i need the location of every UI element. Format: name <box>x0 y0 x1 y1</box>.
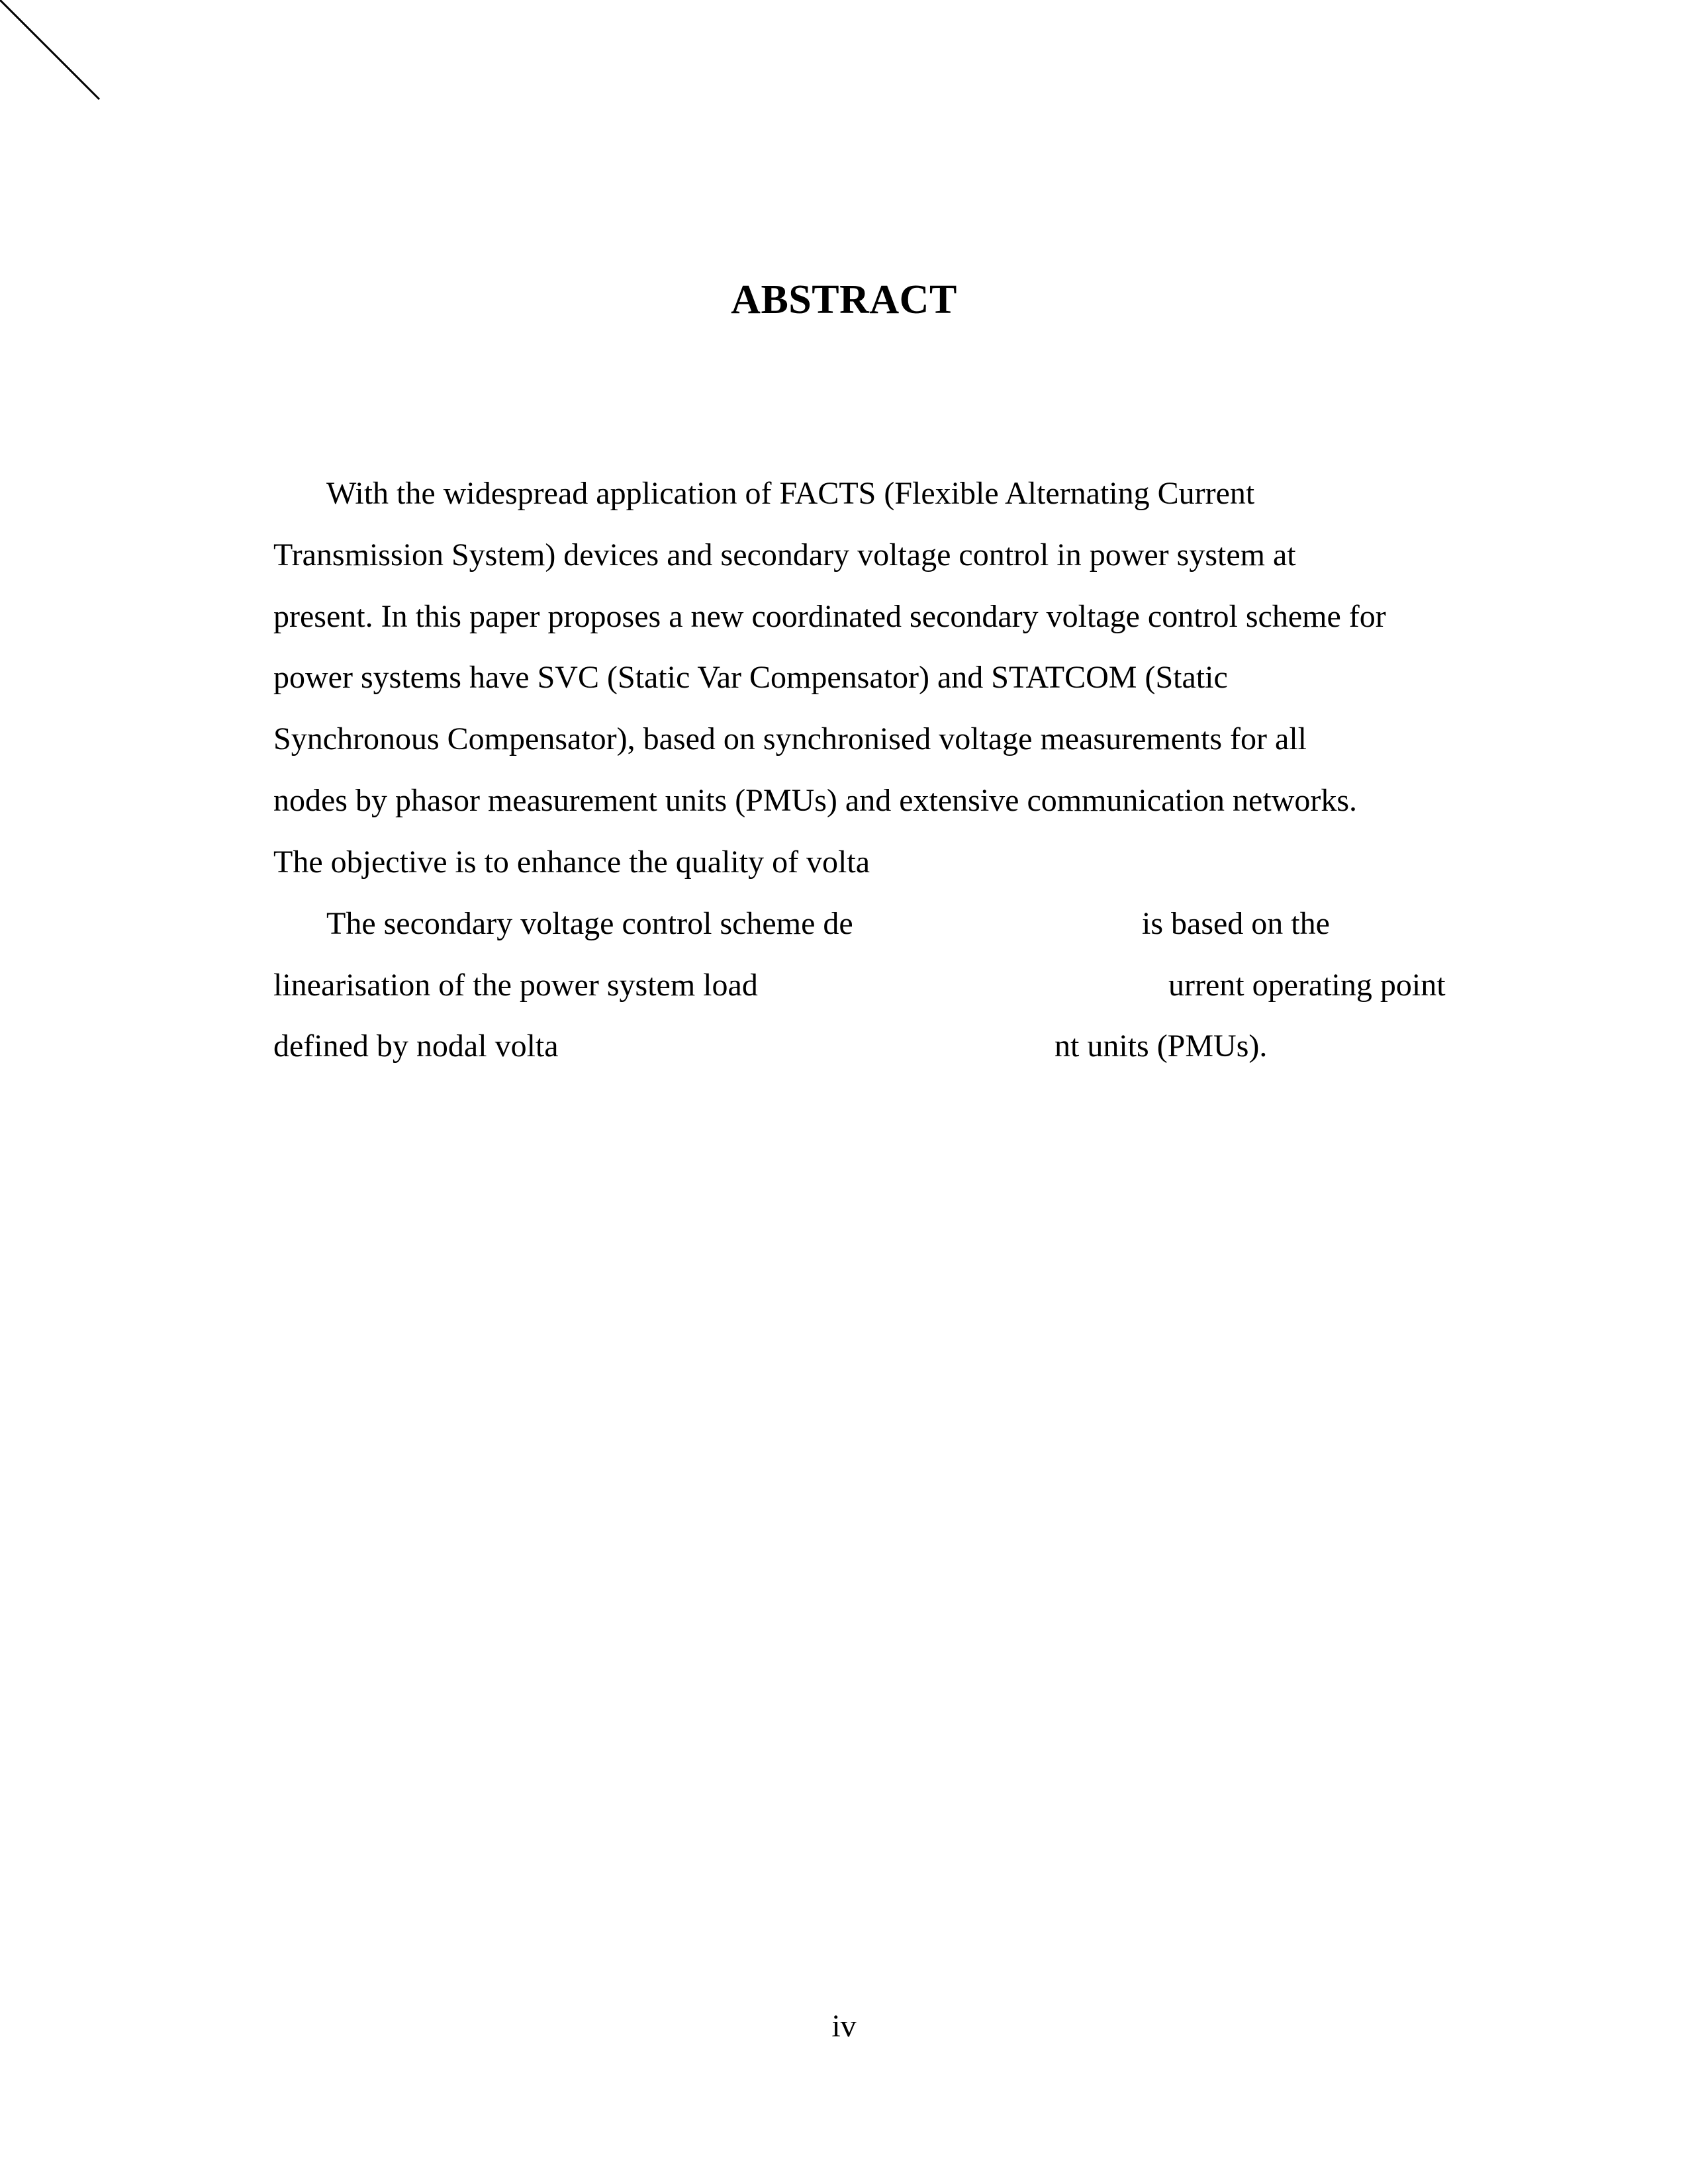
body-line-10b: nt units (PMUs). <box>1055 1028 1268 1064</box>
body-line-7: The objective is to enhance the quality of volta <box>273 844 870 880</box>
body-line-1: With the widespread application of FACTS (Flexible Alternating Current <box>326 476 1255 511</box>
body-line-8b: is based on the <box>1142 906 1330 941</box>
body-line-4: power systems have SVC (Static Var Compensator) and STATCOM (Static <box>273 660 1228 695</box>
body-line-2: Transmission System) devices and secondary voltage control in power system at <box>273 537 1296 572</box>
abstract-title: ABSTRACT <box>731 277 957 322</box>
page-number: iv <box>831 2009 857 2044</box>
body-line-8a: The secondary voltage control scheme de <box>326 906 853 941</box>
body-line-9a: linearisation of the power system load <box>273 968 758 1003</box>
body-line-6: nodes by phasor measurement units (PMUs) and extensive communication networks. <box>273 783 1358 818</box>
body-line-3: present. In this paper proposes a new coordinated secondary voltage control scheme for <box>273 599 1386 634</box>
body-line-5: Synchronous Compensator), based on synchronised voltage measurements for all <box>273 721 1307 756</box>
corner-crop-mark <box>0 0 106 106</box>
body-line-9b: urrent operating point <box>1168 968 1446 1003</box>
body-line-10a: defined by nodal volta <box>273 1028 559 1064</box>
